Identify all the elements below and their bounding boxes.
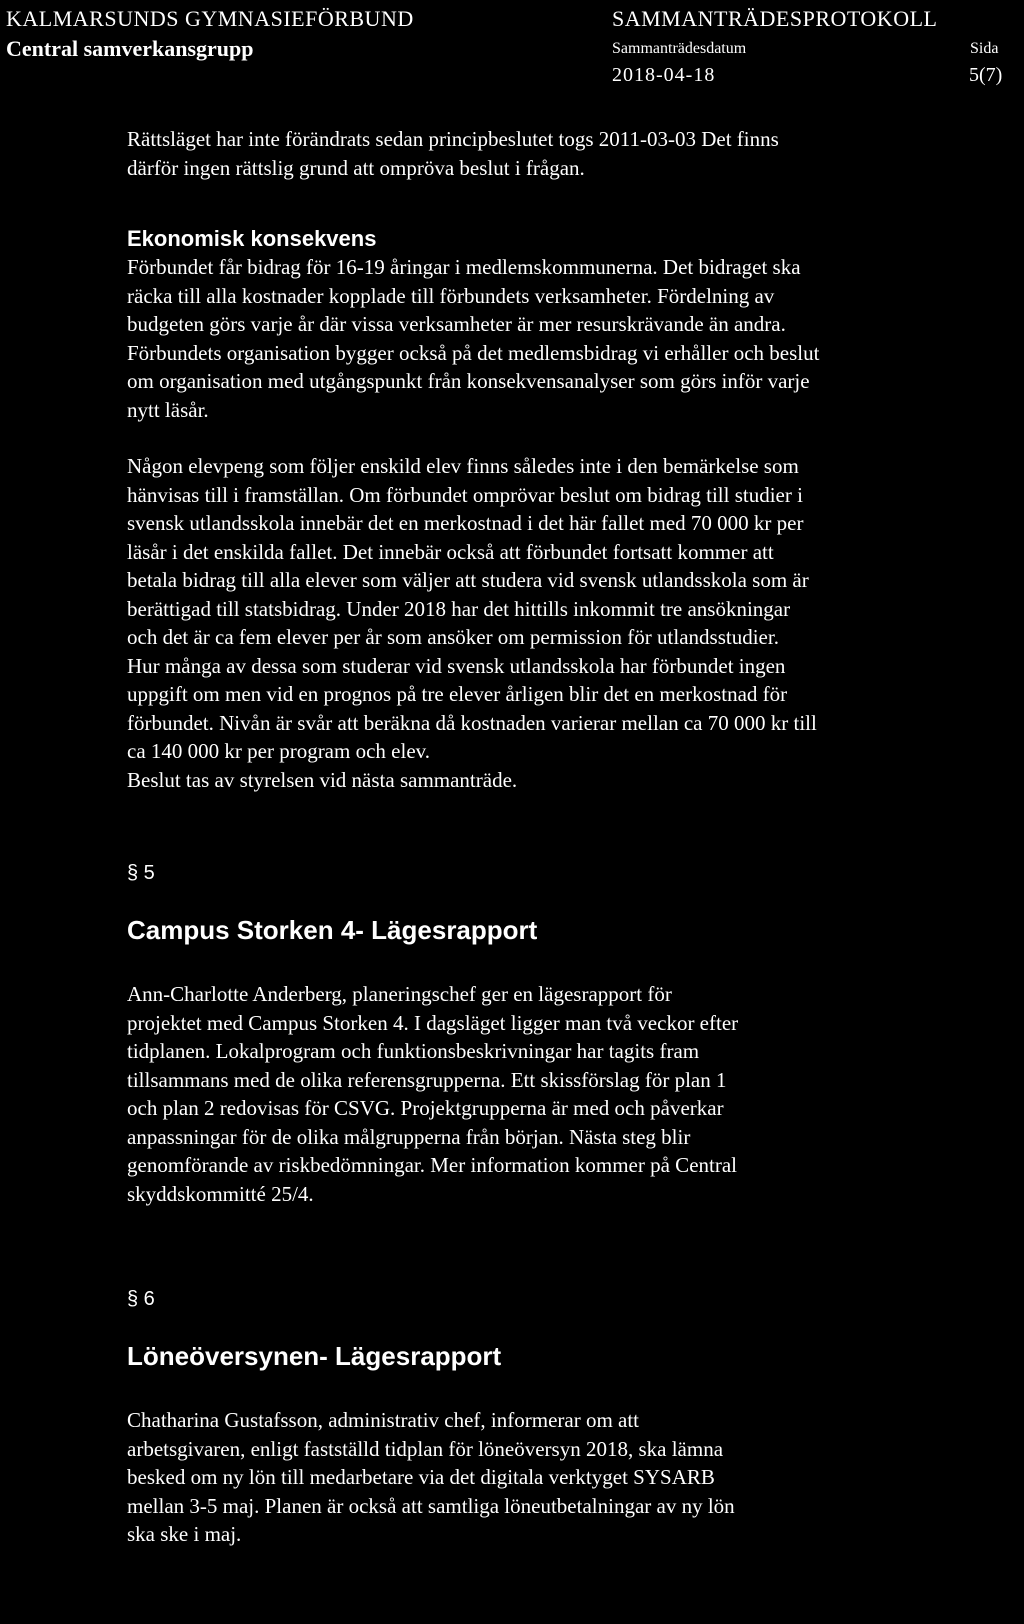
page-label: Sida xyxy=(970,40,999,57)
spacer xyxy=(127,946,1017,980)
header-left xyxy=(6,4,414,64)
text-line: berättigad till statsbidrag. Under 2018 har det hittills inkommit tre ansökningar xyxy=(127,596,791,621)
section-5-paragraph xyxy=(127,980,1017,1208)
text-line: Förbundets organisation bygger också på det medlemsbidrag vi erhåller och beslut xyxy=(127,340,820,365)
document-type: SAMMANTRÄDESPROTOKOLL xyxy=(612,6,938,31)
text-line: räcka till alla kostnader kopplade till förbundets verksamheter. Fördelning av xyxy=(127,283,775,308)
spacer xyxy=(127,886,1017,914)
section-5-title: Campus Storken 4- Lägesrapport xyxy=(127,915,538,945)
text-line: och det är ca fem elever per år som ansöker om permission för utlandsstudier. xyxy=(127,625,779,649)
text-line: förbundet. Nivån är svår att beräkna då kostnaden varierar mellan ca 70 000 kr till xyxy=(127,710,817,735)
text-line: ska ske i maj. xyxy=(127,1522,242,1546)
text-line: och plan 2 redovisas för CSVG. Projektgrupperna är med och påverkar xyxy=(127,1096,724,1120)
economic-paragraph xyxy=(127,253,1017,424)
text-line: ca 140 000 kr per program och elev. xyxy=(127,739,431,763)
text-line: projektet med Campus Storken 4. I dagsläget ligger man två veckor efter xyxy=(127,1010,739,1035)
text-line: uppgift om men vid en prognos på tre elever årligen blir det en merkostnad för xyxy=(127,682,788,706)
section-5-mark: § 5 xyxy=(127,862,155,884)
text-line: genomförande av riskbedömningar. Mer information kommer på Central xyxy=(127,1153,737,1177)
text-line: Någon elevpeng som följer enskild elev finns således inte i den bemärkelse som xyxy=(127,454,799,478)
text-line: Förbundet får bidrag för 16-19 åringar i medlemskommunerna. Det bidraget ska xyxy=(127,255,801,279)
spacer xyxy=(127,1312,1017,1340)
spacer xyxy=(127,1372,1017,1406)
spacer xyxy=(127,1208,1017,1286)
elevpeng-paragraph xyxy=(127,452,1017,794)
meta-labels-row xyxy=(612,34,1022,60)
intro-paragraph xyxy=(127,125,1017,182)
text-line: svensk utlandsskola innebär det en merkostnad i det här fallet med 70 000 kr per xyxy=(127,511,804,535)
text-line: läsår i det enskilda fallet. Det innebär också att förbundet fortsatt kommer att xyxy=(127,539,774,564)
text-line: budgeten görs varje år där vissa verksamheter är mer resurskrävande än andra. xyxy=(127,312,786,336)
text-line: besked om ny lön till medarbetare via det digitala verktyget SYSARB xyxy=(127,1465,715,1489)
section-6-mark: § 6 xyxy=(127,1288,155,1310)
text-line: Chatharina Gustafsson, administrativ chef, informerar om att xyxy=(127,1408,640,1432)
text-line: Ann-Charlotte Anderberg, planeringschef ger en lägesrapport för xyxy=(127,982,672,1006)
text-line: nytt läsår. xyxy=(127,397,209,422)
text-line: mellan 3-5 maj. Planen är också att samtliga löneutbetalningar av ny lön xyxy=(127,1493,735,1518)
page-number: 5(7) xyxy=(969,64,1003,86)
text-line: arbetsgivaren, enligt fastställd tidplan för löneöversyn 2018, ska lämna xyxy=(127,1436,724,1461)
date-label: Sammanträdesdatum xyxy=(612,40,747,57)
text-line: tillsammans med de olika referensgrupperna. Ett skissförslag för plan 1 xyxy=(127,1067,727,1092)
text-line: Hur många av dessa som studerar vid svensk utlandsskola har förbundet ingen xyxy=(127,653,786,678)
text-line: anpassningar för de olika målgrupperna från början. Nästa steg blir xyxy=(127,1124,691,1149)
text-line: därför ingen rättslig grund att ompröva beslut i frågan. xyxy=(127,155,585,180)
text-line: betala bidrag till alla elever som väljer att studera vid svensk utlandsskola som är xyxy=(127,568,809,592)
spacer xyxy=(127,794,1017,860)
spacer xyxy=(127,182,1017,225)
meeting-date: 2018-04-18 xyxy=(612,64,716,86)
text-line: tidplanen. Lokalprogram och funktionsbeskrivningar har tagits fram xyxy=(127,1039,700,1063)
organization-name: KALMARSUNDS GYMNASIEFÖRBUND xyxy=(6,6,414,31)
document-body xyxy=(127,125,1017,1549)
economic-heading: Ekonomisk konsekvens xyxy=(127,226,377,251)
meta-values-row xyxy=(612,60,1022,86)
header-right xyxy=(612,4,1022,86)
text-line: Rättsläget har inte förändrats sedan principbeslutet togs 2011-03-03 Det finns xyxy=(127,127,779,151)
text-line: om organisation med utgångspunkt från konsekvensanalyser som görs inför varje xyxy=(127,369,810,393)
section-6-title: Löneöversynen- Lägesrapport xyxy=(127,1341,502,1371)
section-6-paragraph xyxy=(127,1406,1017,1549)
text-line: hänvisas till i framställan. Om förbundet omprövar beslut om bidrag till studier i xyxy=(127,482,803,507)
group-name: Central samverkansgrupp xyxy=(6,36,254,61)
text-line: skyddskommitté 25/4. xyxy=(127,1181,314,1206)
text-line: Beslut tas av styrelsen vid nästa sammanträde. xyxy=(127,767,518,792)
spacer xyxy=(127,424,1017,452)
